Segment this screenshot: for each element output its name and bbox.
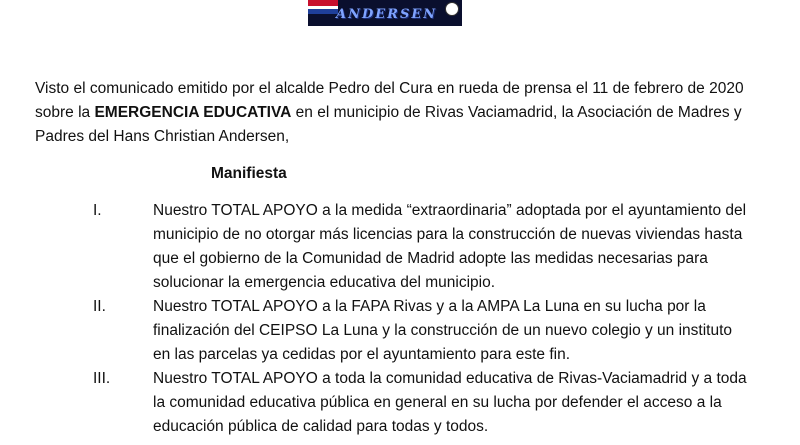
intro-text-start: Visto el comunicado emitido por el alcalde Pedro del Cura en rueda de prensa el 11 de febrero de 2020 sobre la	[35, 80, 744, 121]
list-item	[0, 295, 800, 367]
association-logo	[308, 0, 462, 26]
ball-icon	[445, 2, 459, 16]
item-text: Nuestro TOTAL APOYO a la FAPA Rivas y a la AMPA La Luna en su lucha por la finalización del CEIPSO La Luna y la construcción de un nuevo colegio y un instituto en las parcelas ya cedidas por el ayuntamiento para este fin.	[153, 298, 733, 363]
intro-paragraph	[35, 77, 775, 149]
list-item	[0, 199, 800, 295]
item-number: II.	[93, 298, 106, 315]
item-text: Nuestro TOTAL APOYO a la medida “extraordinaria” adoptada por el ayuntamiento del municipio de no otorgar más licencias para la construcción de nuevas viviendas hasta que el gobierno de la Comunidad de Madrid adopte las medidas necesarias para solucionar la emergencia educativa del municipio.	[153, 202, 747, 291]
item-number: III.	[93, 370, 111, 387]
manifesto-list	[0, 199, 800, 439]
item-number: I.	[93, 202, 102, 219]
logo-text: ANDERSEN	[336, 7, 438, 22]
item-text: Nuestro TOTAL APOYO a toda la comunidad educativa de Rivas-Vaciamadrid y a toda la comunidad educativa pública en general en su lucha por defender el acceso a la educación pública de calidad para todas y todos.	[153, 370, 747, 435]
intro-text-end: en el municipio de Rivas Vaciamadrid, la Asociación de Madres y Padres del Hans Christian Andersen,	[35, 104, 742, 145]
emergency-highlight: EMERGENCIA EDUCATIVA	[94, 104, 292, 121]
manifesto-heading: Manifiesta	[211, 165, 287, 182]
flag-graphic	[308, 0, 338, 14]
list-item	[0, 367, 800, 439]
